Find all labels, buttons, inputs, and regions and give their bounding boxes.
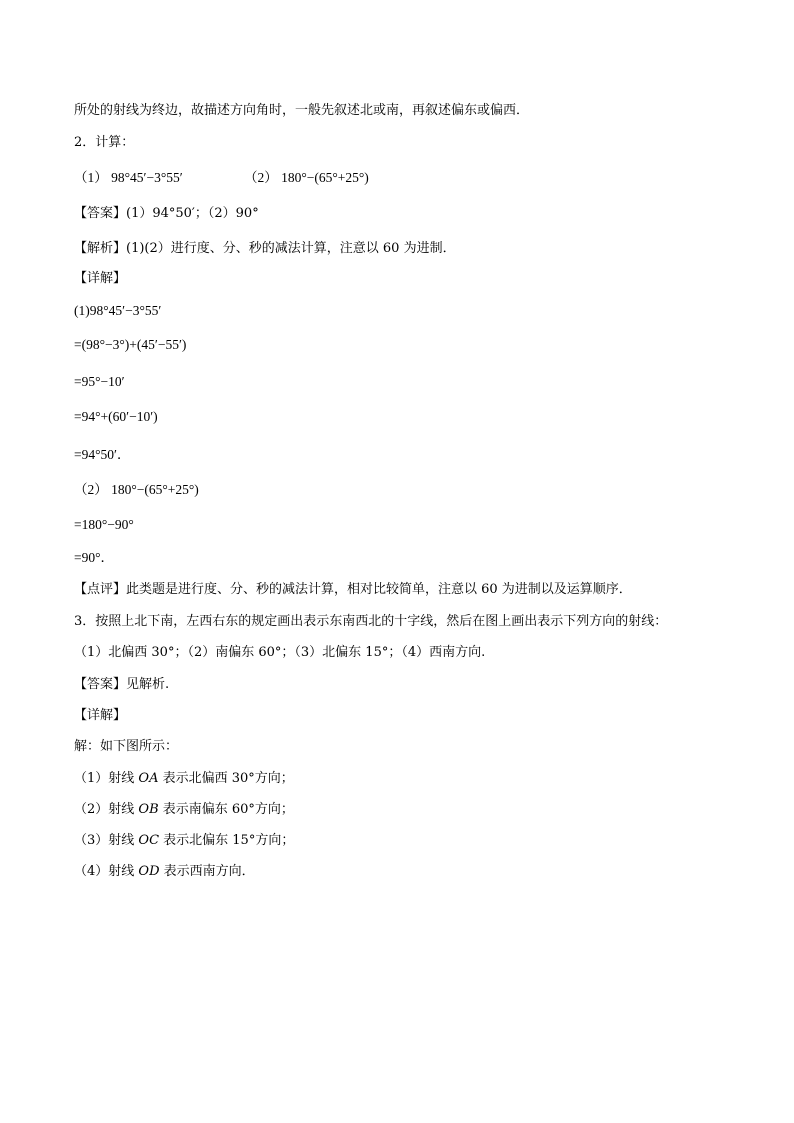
- question-2-heading: 2．计算：: [74, 135, 135, 150]
- question-2-part-2: （2） 180°−(65°+25°): [244, 170, 369, 185]
- math-step: =(98°−3°)+(45′−55′): [74, 337, 187, 352]
- question-2-part-1: （1） 98°45′−3°55′: [74, 170, 183, 185]
- ray-ob-line: （2）射线 OB 表示南偏东 60°方向；: [74, 802, 294, 817]
- solution-intro: 解：如下图所示：: [74, 739, 179, 754]
- answer-line: 【答案】(1）94°50′；（2）90°: [74, 206, 259, 221]
- text-line: 所处的射线为终边，故描述方向角时，一般先叙述北或南，再叙述偏东或偏西．: [74, 103, 530, 118]
- detail-heading: 【详解】: [74, 271, 127, 286]
- analysis-line: 【解析】(1)(2）进行度、分、秒的减法计算，注意以 60 为进制．: [74, 241, 456, 256]
- question-3-parts: （1）北偏西 30°；（2）南偏东 60°；（3）北偏东 15°；（4）西南方向.: [74, 645, 486, 660]
- question-3-heading: 3．按照上北下南，左西右东的规定画出表示东南西北的十字线，然后在图上画出表示下列方向的射线：: [74, 614, 668, 629]
- detail-heading: 【详解】: [74, 708, 127, 723]
- math-step: =90°．: [74, 550, 115, 565]
- math-step: =94°+(60′−10′): [74, 409, 158, 424]
- math-step: (1)98°45′−3°55′: [74, 303, 162, 318]
- math-step: =95°−10′: [74, 374, 125, 389]
- answer-line: 【答案】见解析.: [74, 677, 170, 692]
- comment-line: 【点评】此类题是进行度、分、秒的减法计算，相对比较简单，注意以 60 为进制以及运算顺序．: [74, 582, 632, 597]
- ray-oa-line: （1）射线 OA 表示北偏西 30°方向；: [74, 771, 294, 786]
- ray-oc-line: （3）射线 OC 表示北偏东 15°方向；: [74, 833, 295, 848]
- math-step: =94°50′．: [74, 447, 131, 462]
- math-step: =180°−90°: [74, 517, 134, 532]
- math-step: （2） 180°−(65°+25°): [74, 482, 199, 497]
- ray-od-line: （4）射线 OD 表示西南方向．: [74, 864, 255, 879]
